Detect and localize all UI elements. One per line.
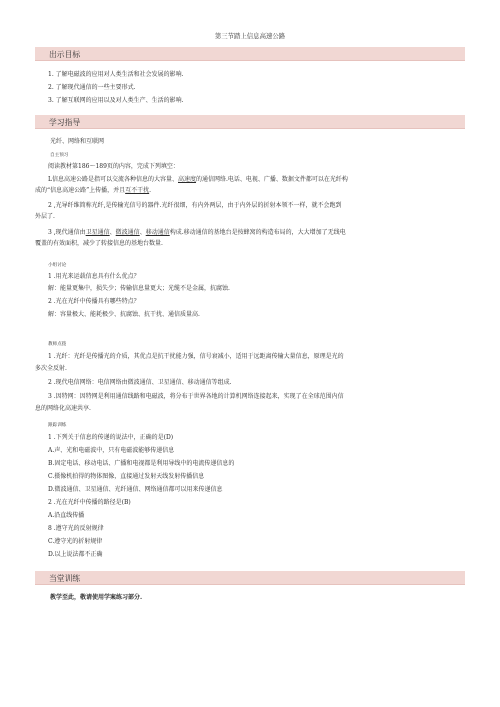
training-option: D.以上说法都不正确	[48, 551, 103, 558]
goal-item: 2. 了解现代通信的一些主要形式.	[48, 84, 136, 91]
self-study-paragraph-3-cont: 覆盖的有效面积，减少了转接信息的基地台数量.	[35, 240, 163, 247]
self-study-intro: 阅读教材第186～189页的内容，完成下列填空：	[48, 163, 179, 170]
training-option: C.遵守光的折射规律	[48, 538, 103, 545]
subsection-label-discussion: 小组讨论	[48, 263, 67, 268]
section-header-guide-label: 学习指导	[49, 118, 81, 127]
fill-blank-answer: 高速度	[178, 176, 197, 183]
self-study-paragraph-2-cont: 外层了.	[35, 213, 55, 220]
subsection-label-training: 跟踪训练	[48, 423, 67, 428]
teacher-point-3-cont: 息的网络化高速共享.	[35, 405, 91, 412]
training-option: A.沿直线传播	[48, 512, 85, 519]
training-question-1: 1 .下列关于信息的传递的说法中，正确的是(D)	[48, 434, 174, 441]
goal-item: 3. 了解互联网的应用以及对人类生产、生活的影响.	[48, 97, 184, 104]
section-header-practice-label: 当堂训练	[49, 574, 81, 583]
subsection-label-teacher: 教师点拨	[48, 342, 67, 347]
practice-note: 教学至此，敬请使用学案练习部分.	[50, 594, 143, 601]
training-option: D.微波通信、卫星通信、光纤通信、网络通信都可以用来传递信息	[48, 486, 223, 493]
training-option: 8 .遵守光的反射规律	[48, 525, 104, 532]
fill-blank-answer: 卫星通信	[85, 229, 110, 236]
goal-item: 1. 了解电磁波的应用对人类生活和社会发展的影响.	[48, 71, 184, 78]
fill-blank-answer: 移动通信	[145, 229, 170, 236]
topic-heading: 光纤、网络和互联网	[50, 138, 105, 145]
self-study-paragraph-3: 3 ,现代通信由卫星通信、微波通信、移动通信构成.移动通信的基地台是按蜂窝的构造布局的，大大增加了无线电	[48, 229, 346, 236]
teacher-point-1: 1 .光纤：光纤是传播光的介质，其优点是抗干扰能力强，信号衰减小，适用于远距离传输大量信息，原理是光的	[48, 353, 344, 360]
training-option: B.固定电话、移动电话、广播和电视都是利用导线中的电流传递信息的	[48, 460, 235, 467]
self-study-paragraph-1-cont: 成的“信息高速公路”上传播，并且互不干扰.	[35, 187, 152, 194]
teacher-point-3: 3 .因特网：因特网是利用通信线路和电磁波，将分布于世界各地的计算机网络连接起来，实现了在全球范围内信	[48, 393, 344, 400]
training-question-2: 2 .光在光纤中传播的路径是(B)	[48, 499, 131, 506]
discussion-question-2: 2 .光在光纤中传播具有哪些特点？	[48, 298, 140, 305]
self-study-paragraph-2: 2 ,光导纤维简称光纤,是传输光信号的器件.光纤很细，有内外两层，由于内外层的折射本领不一样，就不会跑到	[48, 202, 342, 209]
teacher-point-2: 2 .现代电信网络：电信网络由微波通信、卫星通信、移动通信等组成.	[48, 379, 232, 386]
fill-blank-answer: 互不干扰	[125, 187, 150, 194]
section-header-goals-label: 出示目标	[49, 50, 81, 59]
page-title: 第三节踏上信息高速公路	[214, 32, 286, 40]
discussion-answer-1: 解：能量更集中，损失少；传输信息量更大；光缆不是金属，抗腐蚀.	[48, 285, 230, 292]
training-option: C.摄像机拍得的物体图像，直接通过发射天线发射传播信息	[48, 473, 205, 480]
teacher-point-1-cont: 多次全反射.	[35, 365, 67, 372]
fill-blank-answer: 微波通信	[115, 229, 140, 236]
discussion-answer-2: 解：容量极大、能耗极少、抗腐蚀、抗干扰、通信质量高.	[48, 311, 200, 318]
discussion-question-1: 1 .用光来运载信息具有什么优点？	[48, 273, 140, 280]
training-option: A.声、光和电磁波中，只有电磁波能够传递信息	[48, 447, 175, 454]
subsection-label-self-study: 自主预习	[50, 153, 69, 158]
self-study-paragraph-1: L信息高速公路是指可以交流各种信息的大容量、高速度的通信网络.电话、电视、广播、数据文件都可以在光纤构	[48, 176, 348, 183]
section-header-goals	[35, 47, 465, 61]
section-header-practice	[35, 571, 465, 585]
section-header-guide	[35, 115, 465, 129]
